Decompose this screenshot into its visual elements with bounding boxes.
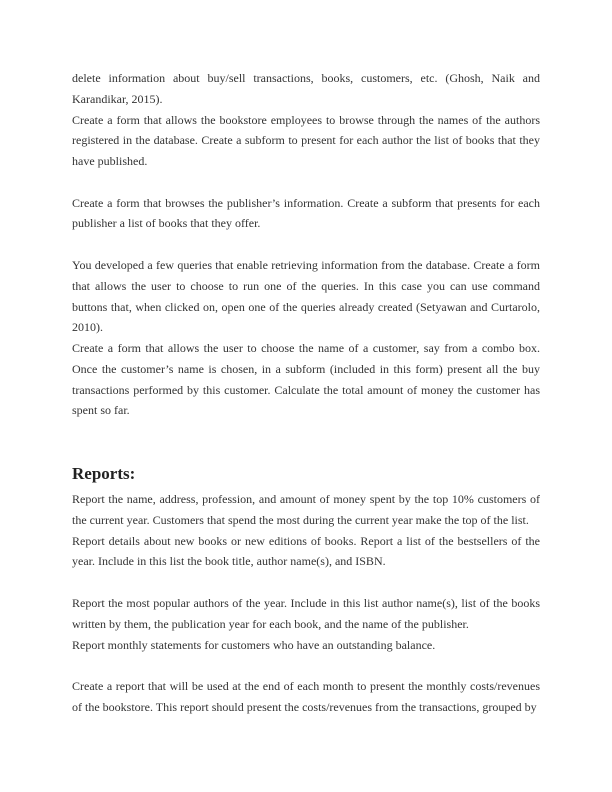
paragraph: Report monthly statements for customers who have an outstanding balance. xyxy=(72,637,436,652)
paragraph: Create a report that will be used at the end of each month to present the monthly costs/revenues of the bookstore. This report should present the costs/revenues from the transactions, grouped by xyxy=(72,679,540,714)
paragraph: Create a form that browses the publisher’s information. Create a subform that presents for each publisher a list of books that they offer. xyxy=(72,195,540,231)
paragraph: Create a form that allows the user to choose the name of a customer, say from a combo box. Once the customer’s name is chosen, in a subform (included in this form) present all the buy transactions performed by this customer. Calculate the total amount of money the customer has spent so far. xyxy=(72,341,540,418)
paragraph: You developed a few queries that enable retrieving information from the database. Create a form that allows the user to choose to run one of the queries. In this case you can use command buttons that, when clicked on, open one of the queries already created (Setyawan and Curtarolo, 2010). xyxy=(72,258,540,335)
paragraph: Report the name, address, profession, and amount of money spent by the top 10% customers of the current year. Customers that spend the most during the current year make the top of the list. xyxy=(72,492,540,527)
paragraph: delete information about buy/sell transactions, books, customers, etc. (Ghosh, Naik and Karandikar, 2015). xyxy=(72,71,540,106)
paragraph: Report details about new books or new editions of books. Report a list of the bestsellers of the year. Include in this list the book title, author name(s), and ISBN. xyxy=(72,533,540,569)
reports-heading: Reports: xyxy=(72,464,136,483)
paragraph: Create a form that allows the bookstore employees to browse through the names of the authors registered in the database. Create a subform to present for each author the list of books that they have published. xyxy=(72,112,540,168)
paragraph: Report the most popular authors of the year. Include in this list author name(s), list of the books written by them, the publication year for each book, and the name of the publisher. xyxy=(72,596,540,631)
